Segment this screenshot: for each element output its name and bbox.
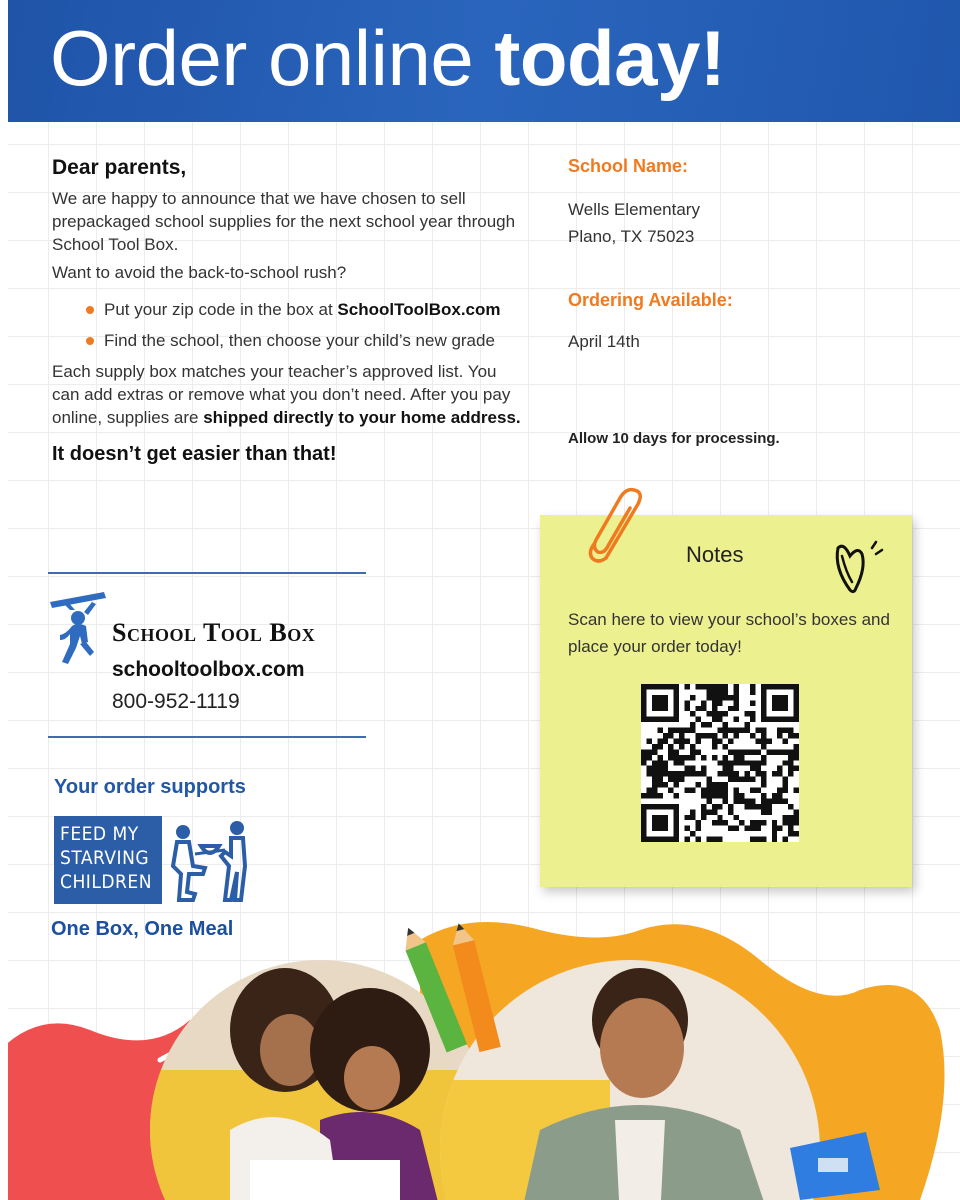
processing-note: Allow 10 days for processing. — [568, 430, 780, 447]
tagline: It doesn’t get easier than that! — [52, 443, 337, 465]
page-title: Order online today! — [50, 14, 726, 102]
school-name-value: Wells Elementary — [568, 200, 700, 219]
greeting: Dear parents, — [52, 156, 187, 179]
body-paragraph: Each supply box matches your teacher’s approved list. You can add extras or remove what you don’t need. After you pay online, supplies are shipped directly to your home address. — [52, 362, 521, 427]
school-tool-box-logo-icon — [48, 590, 110, 668]
list-item: Find the school, then choose your child’s new grade — [84, 329, 504, 352]
list-item: Put your zip code in the box at SchoolToolBox.com — [84, 298, 504, 321]
heart-doodle-icon — [832, 538, 886, 596]
feed-my-starving-children-logo: FEED MY STARVING CHILDREN — [54, 816, 162, 904]
page-margin — [0, 0, 8, 1200]
charity-slogan: One Box, One Meal — [51, 918, 234, 940]
bottom-illustration — [0, 900, 960, 1200]
notes-title: Notes — [686, 542, 744, 567]
parent-letter — [52, 156, 522, 466]
sharing-figures-icon — [165, 816, 255, 904]
brand-url[interactable]: schooltoolbox.com — [112, 658, 305, 681]
ordering-available-label: Ordering Available: — [568, 290, 733, 310]
intro-paragraph: We are happy to announce that we have chosen to sell prepackaged school supplies for the next school year through School Tool Box. — [52, 189, 516, 254]
qr-code-icon[interactable] — [641, 684, 799, 842]
site-link[interactable]: SchoolToolBox.com — [337, 300, 501, 319]
brand-phone: 800-952-1119 — [112, 690, 240, 713]
notes-text: Scan here to view your school’s boxes and place your order today! — [568, 610, 890, 656]
school-city-value: Plano, TX 75023 — [568, 227, 695, 246]
brand-name: School Tool Box — [112, 618, 316, 647]
ordering-date-value: April 14th — [568, 332, 640, 351]
school-tool-box-card — [48, 572, 366, 738]
header-banner — [8, 0, 960, 122]
instruction-list — [84, 298, 504, 352]
paperclip-icon — [586, 486, 656, 566]
school-name-label: School Name: — [568, 156, 689, 176]
question-paragraph: Want to avoid the back-to-school rush? — [52, 263, 347, 282]
supports-heading: Your order supports — [54, 776, 246, 798]
